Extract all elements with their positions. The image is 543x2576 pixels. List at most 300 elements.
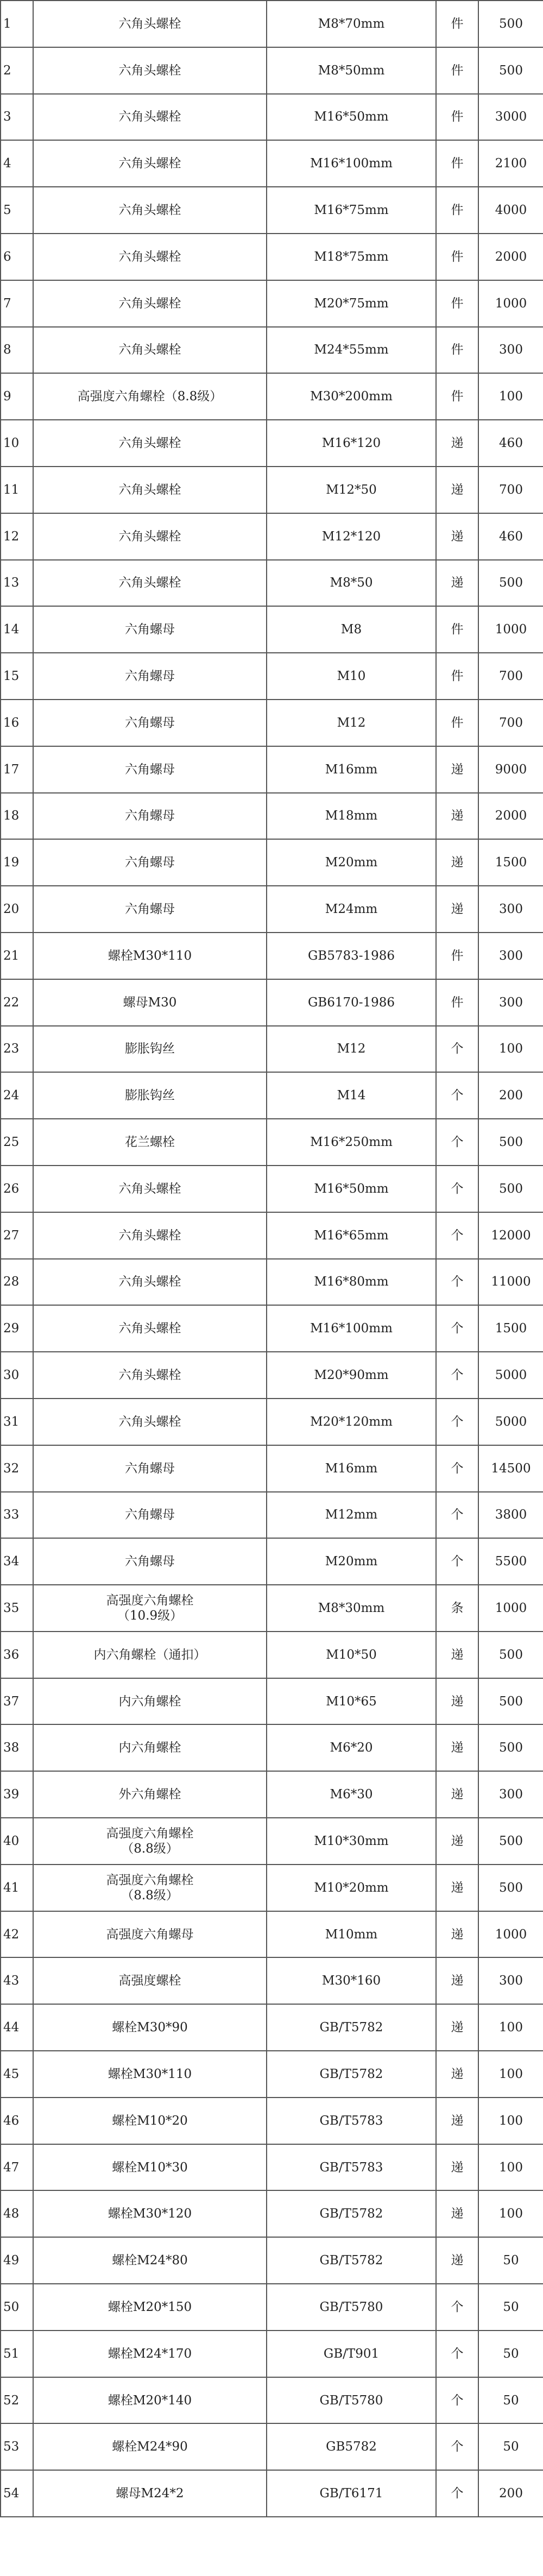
item-quantity-cell — [478, 420, 543, 467]
item-unit-cell — [436, 1585, 478, 1632]
item-unit-cell — [436, 1771, 478, 1818]
item-name: 螺栓M24*80 — [112, 2253, 188, 2268]
item-spec: M16*50mm — [314, 1181, 389, 1196]
item-name: 高强度六角螺栓 （8.8级） — [106, 1826, 194, 1856]
row-number: 34 — [3, 1554, 20, 1569]
item-name-cell — [33, 2190, 267, 2237]
item-unit: 件 — [451, 16, 464, 31]
row-number-cell — [1, 746, 33, 793]
item-spec: M18mm — [325, 809, 378, 823]
item-name-cell — [33, 2423, 267, 2470]
item-spec: GB6170-1986 — [307, 995, 395, 1010]
item-unit: 个 — [451, 1275, 464, 1289]
table-row — [1, 1072, 543, 1119]
row-number-cell — [1, 1166, 33, 1212]
item-name-cell — [33, 700, 267, 746]
item-name-cell — [33, 886, 267, 933]
item-name-cell — [33, 2144, 267, 2191]
item-name-cell — [33, 94, 267, 141]
item-spec-cell — [267, 1585, 436, 1632]
item-quantity-cell — [478, 2004, 543, 2051]
item-spec: M12mm — [325, 1508, 378, 1522]
item-spec-cell — [267, 1538, 436, 1585]
item-unit: 递 — [451, 2067, 464, 2081]
item-spec-cell — [267, 2237, 436, 2284]
item-spec-cell — [267, 1399, 436, 1445]
item-spec: M10*65 — [326, 1694, 377, 1709]
item-spec-cell — [267, 234, 436, 280]
item-spec: M30*160 — [321, 1974, 381, 1988]
item-quantity-cell — [478, 2237, 543, 2284]
parts-table-body — [1, 1, 543, 2517]
item-spec: GB/T6171 — [319, 2486, 383, 2501]
table-row — [1, 1212, 543, 1259]
item-quantity: 14500 — [491, 1461, 531, 1476]
item-quantity: 1500 — [495, 1321, 527, 1336]
item-name: 六角头螺栓 — [118, 156, 181, 171]
item-quantity-cell — [478, 2144, 543, 2191]
item-quantity-cell — [478, 280, 543, 327]
item-name-cell — [33, 467, 267, 513]
item-unit-cell — [436, 2284, 478, 2331]
item-name: 六角头螺栓 — [118, 529, 181, 544]
item-spec-cell — [267, 420, 436, 467]
table-row — [1, 1632, 543, 1678]
item-unit: 个 — [451, 1508, 464, 1522]
item-spec: M10*20mm — [314, 1880, 389, 1895]
item-spec: M16mm — [325, 1461, 378, 1476]
item-name: 六角头螺栓 — [118, 63, 181, 78]
item-name: 六角头螺栓 — [118, 482, 181, 497]
item-name: 六角头螺栓 — [118, 110, 181, 124]
item-name: 六角头螺栓 — [118, 203, 181, 218]
item-spec: M30*200mm — [310, 389, 393, 404]
row-number: 5 — [3, 203, 11, 218]
item-name: 螺栓M10*30 — [112, 2160, 188, 2175]
item-unit: 递 — [451, 1880, 464, 1895]
item-unit-cell — [436, 373, 478, 420]
item-spec-cell — [267, 2051, 436, 2098]
item-quantity: 3800 — [495, 1508, 527, 1522]
row-number-cell — [1, 1119, 33, 1166]
row-number-cell — [1, 700, 33, 746]
table-row — [1, 2284, 543, 2331]
item-unit: 条 — [451, 1601, 464, 1615]
item-spec: M20*90mm — [314, 1368, 389, 1382]
item-spec-cell — [267, 1212, 436, 1259]
table-row — [1, 1026, 543, 1073]
row-number-cell — [1, 2237, 33, 2284]
item-quantity-cell — [478, 327, 543, 374]
item-unit: 递 — [451, 2113, 464, 2128]
item-unit: 个 — [451, 1321, 464, 1336]
item-unit-cell — [436, 2377, 478, 2424]
item-quantity: 300 — [499, 995, 523, 1010]
row-number: 22 — [3, 995, 20, 1010]
item-quantity-cell — [478, 1678, 543, 1725]
table-row — [1, 1585, 543, 1632]
row-number-cell — [1, 2004, 33, 2051]
item-spec: M16*65mm — [314, 1228, 389, 1243]
table-row — [1, 47, 543, 94]
item-quantity-cell — [478, 1445, 543, 1492]
item-spec: M10*50 — [326, 1647, 377, 1662]
item-spec: M10 — [337, 669, 366, 684]
table-row — [1, 2004, 543, 2051]
item-quantity: 700 — [499, 715, 523, 730]
item-name: 内六角螺栓（通扣） — [93, 1647, 206, 1662]
item-quantity: 1500 — [495, 855, 527, 870]
item-quantity: 50 — [503, 2393, 519, 2408]
item-name: 六角螺母 — [125, 1461, 175, 1476]
item-spec-cell — [267, 746, 436, 793]
row-number-cell — [1, 373, 33, 420]
item-unit-cell — [436, 1445, 478, 1492]
item-unit: 递 — [451, 2160, 464, 2175]
item-unit-cell — [436, 1911, 478, 1958]
item-name-cell — [33, 140, 267, 187]
item-spec: M8*70mm — [318, 16, 385, 31]
table-row — [1, 1818, 543, 1865]
item-spec-cell — [267, 327, 436, 374]
item-unit-cell — [436, 94, 478, 141]
item-quantity-cell — [478, 1072, 543, 1119]
row-number: 49 — [3, 2253, 20, 2268]
item-quantity: 4000 — [495, 203, 527, 218]
item-quantity: 1000 — [495, 296, 527, 311]
row-number-cell — [1, 467, 33, 513]
table-row — [1, 1724, 543, 1771]
item-name: 内六角螺栓 — [118, 1741, 181, 1755]
item-quantity: 2100 — [495, 156, 527, 171]
item-unit: 个 — [451, 1414, 464, 1429]
row-number: 33 — [3, 1508, 20, 1522]
item-unit-cell — [436, 1026, 478, 1073]
item-name: 高强度六角螺栓 （10.9级） — [106, 1593, 194, 1623]
item-quantity: 500 — [499, 1135, 523, 1150]
item-name: 六角头螺栓 — [118, 1368, 181, 1382]
row-number-cell — [1, 1, 33, 47]
item-unit-cell — [436, 606, 478, 653]
table-row — [1, 2377, 543, 2424]
item-quantity: 500 — [499, 63, 523, 78]
item-quantity-cell — [478, 793, 543, 840]
item-name-cell — [33, 1678, 267, 1725]
item-unit: 递 — [451, 1787, 464, 1802]
item-unit: 个 — [451, 2346, 464, 2361]
item-name: 六角头螺栓 — [118, 1181, 181, 1196]
item-unit: 递 — [451, 1694, 464, 1709]
row-number: 20 — [3, 902, 20, 917]
item-name-cell — [33, 1352, 267, 1399]
row-number-cell — [1, 2331, 33, 2377]
table-row — [1, 1259, 543, 1306]
item-unit: 递 — [451, 1927, 464, 1942]
item-quantity-cell — [478, 1538, 543, 1585]
table-row — [1, 234, 543, 280]
item-quantity: 2000 — [495, 249, 527, 264]
item-quantity-cell — [478, 2331, 543, 2377]
item-quantity-cell — [478, 2423, 543, 2470]
item-unit-cell — [436, 280, 478, 327]
item-name: 六角头螺栓 — [118, 436, 181, 451]
item-name-cell — [33, 2331, 267, 2377]
table-row — [1, 793, 543, 840]
item-quantity: 700 — [499, 669, 523, 684]
item-quantity: 12000 — [491, 1228, 531, 1243]
item-name: 螺栓M30*90 — [112, 2020, 188, 2035]
item-spec-cell — [267, 2004, 436, 2051]
table-row — [1, 1305, 543, 1352]
item-unit: 递 — [451, 902, 464, 917]
table-row — [1, 280, 543, 327]
item-spec-cell — [267, 2144, 436, 2191]
item-name: 六角螺母 — [125, 1508, 175, 1522]
row-number-cell — [1, 1538, 33, 1585]
item-unit: 件 — [451, 249, 464, 264]
item-quantity: 200 — [499, 2486, 523, 2501]
item-spec: GB/T5782 — [319, 2020, 383, 2035]
item-quantity-cell — [478, 2470, 543, 2517]
item-spec-cell — [267, 933, 436, 979]
item-name-cell — [33, 1492, 267, 1539]
row-number: 32 — [3, 1461, 20, 1476]
item-spec-cell — [267, 2098, 436, 2144]
item-quantity-cell — [478, 1632, 543, 1678]
row-number: 28 — [3, 1275, 20, 1289]
row-number: 44 — [3, 2020, 20, 2035]
item-spec-cell — [267, 373, 436, 420]
item-quantity: 1000 — [495, 1927, 527, 1942]
row-number: 54 — [3, 2486, 20, 2501]
row-number: 12 — [3, 529, 20, 544]
table-row — [1, 606, 543, 653]
item-name-cell — [33, 280, 267, 327]
item-spec: M8*50mm — [318, 63, 385, 78]
item-name: 高强度六角螺栓 （8.8级） — [106, 1873, 194, 1903]
row-number: 4 — [3, 156, 11, 171]
item-name-cell — [33, 1026, 267, 1073]
row-number: 39 — [3, 1787, 20, 1802]
row-number: 19 — [3, 855, 20, 870]
row-number: 50 — [3, 2300, 20, 2314]
item-spec-cell — [267, 47, 436, 94]
row-number: 1 — [3, 16, 11, 31]
item-quantity-cell — [478, 886, 543, 933]
item-unit: 个 — [451, 2393, 464, 2408]
item-quantity-cell — [478, 373, 543, 420]
item-quantity: 100 — [499, 2160, 523, 2175]
row-number: 2 — [3, 63, 11, 78]
row-number-cell — [1, 1818, 33, 1865]
item-name-cell — [33, 1724, 267, 1771]
row-number-cell — [1, 1352, 33, 1399]
row-number-cell — [1, 420, 33, 467]
item-unit: 个 — [451, 2440, 464, 2454]
item-name: 六角螺母 — [125, 622, 175, 637]
item-name: 六角头螺栓 — [118, 249, 181, 264]
item-quantity: 50 — [503, 2346, 519, 2361]
item-quantity-cell — [478, 1166, 543, 1212]
item-name: 外六角螺栓 — [118, 1787, 181, 1802]
item-spec-cell — [267, 2284, 436, 2331]
item-spec: GB5782 — [326, 2440, 377, 2454]
item-spec: M24mm — [325, 902, 378, 917]
item-unit-cell — [436, 1818, 478, 1865]
item-spec: M16*100mm — [310, 1321, 393, 1336]
row-number-cell — [1, 560, 33, 607]
item-name-cell — [33, 2377, 267, 2424]
item-quantity: 460 — [499, 436, 523, 451]
row-number-cell — [1, 1492, 33, 1539]
item-unit-cell — [436, 513, 478, 560]
item-quantity: 100 — [499, 2113, 523, 2128]
item-spec: GB/T5782 — [319, 2253, 383, 2268]
row-number-cell — [1, 886, 33, 933]
item-quantity-cell — [478, 47, 543, 94]
item-quantity-cell — [478, 1026, 543, 1073]
item-unit-cell — [436, 47, 478, 94]
row-number-cell — [1, 327, 33, 374]
item-spec: M8 — [340, 622, 362, 637]
item-spec: M12 — [337, 715, 366, 730]
table-row — [1, 886, 543, 933]
row-number: 11 — [3, 482, 20, 497]
item-spec: M12 — [337, 1042, 366, 1056]
item-unit-cell — [436, 793, 478, 840]
item-unit-cell — [436, 467, 478, 513]
item-unit: 件 — [451, 715, 464, 730]
item-spec: M20mm — [325, 1554, 378, 1569]
row-number-cell — [1, 933, 33, 979]
item-spec-cell — [267, 1259, 436, 1306]
table-row — [1, 1957, 543, 2004]
item-spec-cell — [267, 1305, 436, 1352]
item-name-cell — [33, 1865, 267, 1911]
item-spec-cell — [267, 886, 436, 933]
item-quantity: 300 — [499, 948, 523, 963]
item-unit-cell — [436, 234, 478, 280]
item-unit-cell — [436, 2470, 478, 2517]
item-name-cell — [33, 1119, 267, 1166]
item-spec-cell — [267, 2331, 436, 2377]
item-spec-cell — [267, 1632, 436, 1678]
item-unit-cell — [436, 933, 478, 979]
row-number: 29 — [3, 1321, 20, 1336]
item-quantity-cell — [478, 2377, 543, 2424]
row-number: 18 — [3, 809, 20, 823]
item-spec: M16*250mm — [310, 1135, 393, 1150]
row-number: 46 — [3, 2113, 20, 2128]
table-row — [1, 1445, 543, 1492]
row-number: 9 — [3, 389, 11, 404]
item-name-cell — [33, 1445, 267, 1492]
item-quantity-cell — [478, 979, 543, 1026]
item-unit: 件 — [451, 389, 464, 404]
item-spec: M16*80mm — [314, 1275, 389, 1289]
item-unit: 件 — [451, 669, 464, 684]
table-row — [1, 560, 543, 607]
item-unit-cell — [436, 2190, 478, 2237]
item-spec-cell — [267, 280, 436, 327]
item-name-cell — [33, 2470, 267, 2517]
table-row — [1, 2098, 543, 2144]
item-unit: 个 — [451, 1228, 464, 1243]
item-spec-cell — [267, 1445, 436, 1492]
item-quantity: 5500 — [495, 1554, 527, 1569]
item-quantity-cell — [478, 234, 543, 280]
row-number: 14 — [3, 622, 20, 637]
item-quantity: 500 — [499, 1694, 523, 1709]
item-spec-cell — [267, 1352, 436, 1399]
item-name-cell — [33, 606, 267, 653]
item-spec-cell — [267, 2190, 436, 2237]
item-unit: 递 — [451, 436, 464, 451]
item-unit: 递 — [451, 1974, 464, 1988]
item-quantity: 500 — [499, 576, 523, 590]
item-unit-cell — [436, 1399, 478, 1445]
item-quantity: 100 — [499, 2067, 523, 2081]
item-unit: 个 — [451, 1368, 464, 1382]
item-quantity-cell — [478, 560, 543, 607]
item-quantity-cell — [478, 1352, 543, 1399]
row-number: 48 — [3, 2207, 20, 2221]
item-unit-cell — [436, 1119, 478, 1166]
item-unit: 个 — [451, 2300, 464, 2314]
item-spec: GB/T5782 — [319, 2067, 383, 2081]
table-row — [1, 700, 543, 746]
item-spec-cell — [267, 839, 436, 886]
row-number-cell — [1, 606, 33, 653]
item-spec-cell — [267, 793, 436, 840]
item-quantity: 700 — [499, 482, 523, 497]
item-quantity: 50 — [503, 2300, 519, 2314]
item-quantity-cell — [478, 606, 543, 653]
row-number-cell — [1, 2144, 33, 2191]
item-quantity: 5000 — [495, 1368, 527, 1382]
item-name: 螺栓M24*90 — [112, 2440, 188, 2454]
item-unit: 递 — [451, 482, 464, 497]
item-spec-cell — [267, 140, 436, 187]
item-unit-cell — [436, 327, 478, 374]
item-name-cell — [33, 933, 267, 979]
item-unit: 递 — [451, 529, 464, 544]
row-number-cell — [1, 2423, 33, 2470]
row-number-cell — [1, 1724, 33, 1771]
item-name-cell — [33, 1166, 267, 1212]
item-unit: 递 — [451, 2207, 464, 2221]
item-quantity-cell — [478, 1, 543, 47]
row-number-cell — [1, 1399, 33, 1445]
item-spec-cell — [267, 187, 436, 234]
item-spec: GB/T901 — [323, 2346, 380, 2361]
item-spec-cell — [267, 513, 436, 560]
item-spec: M16mm — [325, 762, 378, 777]
item-unit-cell — [436, 2331, 478, 2377]
item-name: 高强度六角螺母 — [106, 1927, 194, 1942]
row-number-cell — [1, 1957, 33, 2004]
item-spec: M20mm — [325, 855, 378, 870]
row-number-cell — [1, 2098, 33, 2144]
item-unit: 件 — [451, 995, 464, 1010]
item-name: 螺母M24*2 — [116, 2486, 184, 2501]
item-spec-cell — [267, 1166, 436, 1212]
item-quantity-cell — [478, 839, 543, 886]
table-row — [1, 979, 543, 1026]
item-spec: M20*120mm — [310, 1414, 393, 1429]
row-number-cell — [1, 2284, 33, 2331]
item-quantity-cell — [478, 1771, 543, 1818]
